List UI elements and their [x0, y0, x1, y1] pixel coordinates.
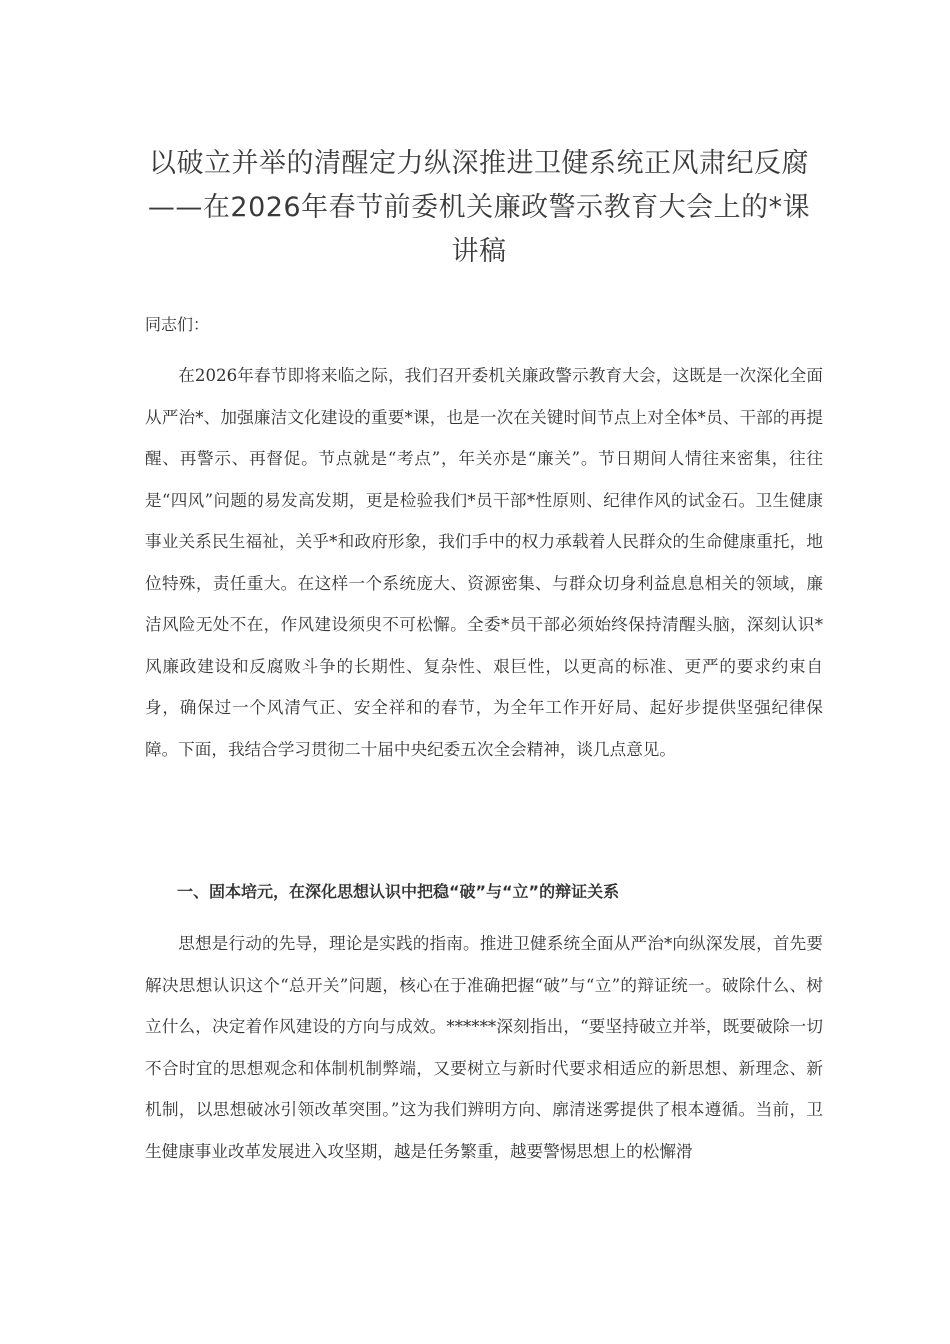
- document-title: 以破立并举的清醒定力纵深推进卫健系统正风肃纪反腐——在2026年春节前委机关廉政警示教育大会上的*课讲稿: [147, 148, 811, 267]
- body-paragraph-2: 思想是行动的先导，理论是实践的指南。推进卫健系统全面从严治*向纵深发展，首先要解决思想认识这个“总开关”问题，核心在于准确把握“破”与“立”的辩证统一。破除什么、树立什么，决定着作风建设的方向与成效。******深刻指出，“要坚持破立并举，既要破除一切不合时宜的思想观念和体制机制弊端，又要树立与新时代要求相适应的新思想、新理念、新机制，以思想破冰引领改革突围。”这为我们辨明方向、廓清迷雾提供了根本遵循。当前，卫生健康事业改革发展进入攻坚期，越是任务繁重，越要警惕思想上的松懈滑: [145, 934, 823, 1161]
- body-paragraph-1: 在2026年春节即将来临之际，我们召开委机关廉政警示教育大会，这既是一次深化全面从严治*、加强廉洁文化建设的重要*课，也是一次在关键时间节点上对全体*员、干部的再提醒、再警示、再督促。节点就是“考点”，年关亦是“廉关”。节日期间人情往来密集，往往是“四风”问题的易发高发期，更是检验我们*员干部*性原则、纪律作风的试金石。卫生健康事业关系民生福祉，关乎*和政府形象，我们手中的权力承载着人民群众的生命健康重托，地位特殊，责任重大。在这样一个系统庞大、资源密集、与群众切身利益息息相关的领域，廉洁风险无处不在，作风建设须臾不可松懈。全委*员干部必须始终保持清醒头脑，深刻认识*风廉政建设和反腐败斗争的长期性、复杂性、艰巨性，以更高的标准、更严的要求约束自身，确保过一个风清气正、安全祥和的春节，为全年工作开好局、起好步提供坚强纪律保障。下面，我结合学习贯彻二十届中央纪委五次全会精神，谈几点意见。: [145, 366, 823, 759]
- salutation: 同志们：: [145, 315, 210, 334]
- section-heading-1: 一、固本培元，在深化思想认识中把稳“破”与“立”的辩证关系: [177, 882, 620, 901]
